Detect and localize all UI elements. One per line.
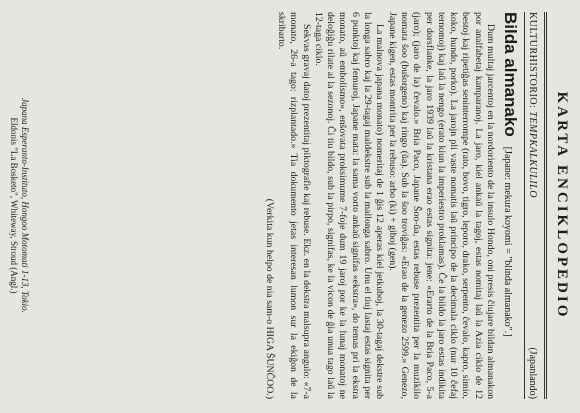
section-name: KULTURHISTORIO: <box>527 12 538 109</box>
section-subtopic: TEMPKALKULILO <box>527 111 538 198</box>
card-title: KARTA ENCIKLOPEDIO <box>554 91 570 320</box>
paragraph: Dum multaj jarcentoj en la nordoriento de la insulo Hondo, oni presis ĉiujare bildan almanakon por analfabetaj kamparanoj. La jaro, kiel ankaŭ la tagoj, estas nomitaj laŭ la Azia ciklo de 12 bestoj kaj ripetiĝas seninterrompe (rato, bovo, tigro, leporo, drako, serpento, ĉevalo, kapro, simio, koko, hundo, porko). La jarojn pli vaste nomatis laŭ principo de la decimala ciklo (nur 10 ĉefaj ternomoj) kaj laŭ la nengo (erato kiun la imperiestro proklamas). Ĉe la bildo la jaro estas indikita per dorsflanke, la jaro 1939 laŭ la kristana erao estas signita: jene: «Erarto de la Bria Paco, 5-a (jaro); (jaro de la) ĉevalo.» Bria Paco, Japane Ŝoo-ŭa, estas rebuse prezentita per la muzikilo nomata ŝoo (buŝorgeno) kaj ringo (ŭa). Sub la ŝoo troviĝas: «Erao de la genezo 2599.» Genezo, Japane kigen, estas montrita per la rebuso: arbo (ki) + giboj (gen). <box>386 12 496 399</box>
section-rule <box>524 12 525 399</box>
section-row <box>527 12 538 399</box>
paragraph: La malnova japana monato) nomeritaj de 1 ĝis 12 aperas kiel jetkuboj, la 30-tagaj dekstre sub la longa sabro kaj la 29-tagaj maldekstre sub la mallonga sabro. Unu el tiuj lastaj estas signita per 6 punktoj kaj femuroj, Japane mata: la sama vorto ankaŭ signifas «ekstra», do temas pri la ekstra monato, aŭ embolismo», enŝovata proksimume 7-foje dum 19 jaroj por ke la lunaj monatoj ne deloĝiĝu rilate al la sezonoj. Ĉi tiu bildo, sub la pirpo, signifas, ke la vicon de ĝia unua tago laŭ la 12-taga ciklo. <box>312 12 386 399</box>
paragraph: Sekvas gravaj datoj prezentitaj piktografie kaj rebuse. Ekz. en la dekstra malsupra angulo: «7-a monato, 26-a tago: rizplantado.» Tia dokumento jetas interesan lumon sur la ekiĝon de la skribarto. <box>275 12 312 399</box>
article-heading <box>500 12 520 399</box>
section-label <box>527 12 538 198</box>
title-rule <box>544 12 547 399</box>
author-credit: (Verkita kun helpo de nia sam-o HIGA ŜUNĈOO.) <box>263 198 275 399</box>
article-title: Bilda almanako <box>501 12 520 137</box>
country-label: (Japanlando) <box>527 347 538 399</box>
article-body <box>262 12 496 399</box>
publisher-line-1: Japana Esperanto-Instituto, Hongoo Motomati 1-13, Tokio. <box>20 98 30 313</box>
article-gloss: [Japane: mekura koyomi = "blinda almanako".] <box>502 146 513 337</box>
publisher-line-2: Eldonis "La Bosketo", Whiteway, Stroud (Angl.) <box>9 117 19 294</box>
publisher-info <box>8 12 30 399</box>
